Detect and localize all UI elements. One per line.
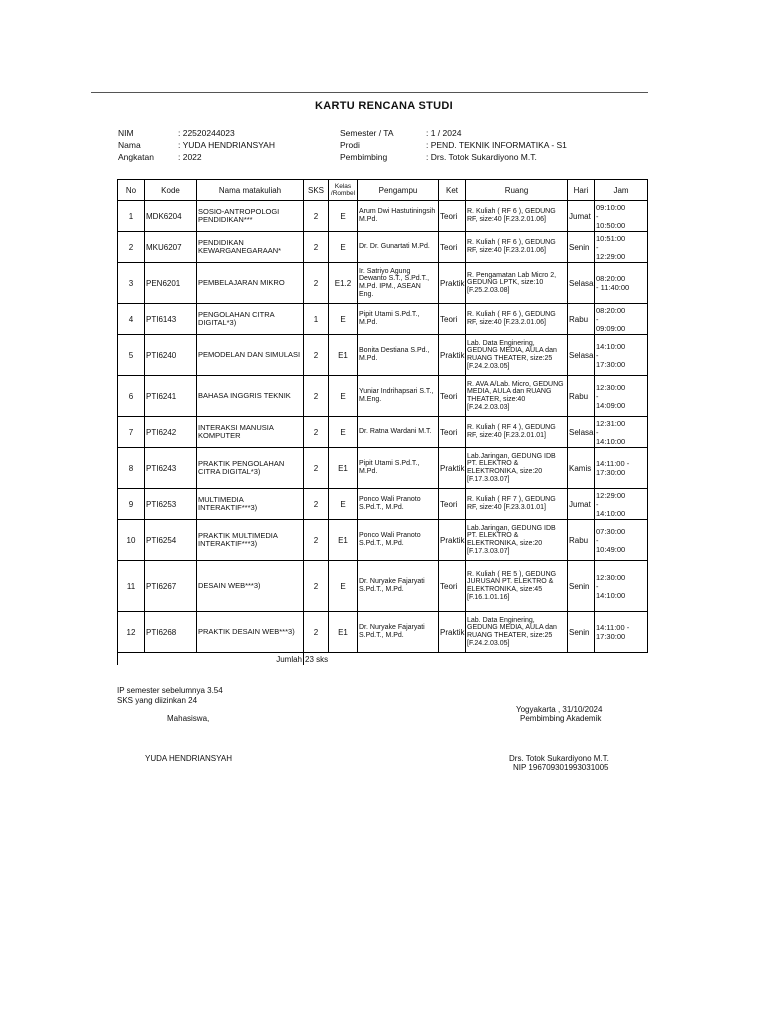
cell-ket: Praktik <box>439 335 466 376</box>
cell-sks: 2 <box>304 376 329 417</box>
col-header-ruang: Ruang <box>466 180 568 201</box>
cell-jam <box>595 612 648 653</box>
nim-value: : 22520244023 <box>178 128 235 138</box>
cell-kelas: E1 <box>329 448 358 489</box>
sks-allowed-text: SKS yang diizinkan 24 <box>117 696 198 705</box>
cell-kelas: E <box>329 304 358 335</box>
cell-kode: PTI6242 <box>145 417 197 448</box>
cell-nama-matakuliah: PENGOLAHAN CITRA DIGITAL*3) <box>197 304 304 335</box>
pembimbing-value: : Drs. Totok Sukardiyono M.T. <box>426 152 537 162</box>
student-info-left <box>118 127 275 163</box>
cell-kode: PTI6241 <box>145 376 197 417</box>
table-row <box>118 304 648 335</box>
table-row <box>118 561 648 612</box>
cell-ruang: R. Kuliah ( RF 4 ), GEDUNG RF, size:40 [F.23.2.01.01] <box>466 417 568 448</box>
jam-end: 12:29:00 <box>596 251 626 261</box>
cell-no: 9 <box>118 489 145 520</box>
jam-start: 12:31:00 <box>596 418 626 428</box>
cell-sks: 2 <box>304 489 329 520</box>
cell-hari: Kamis <box>568 448 595 489</box>
jam-end: 14:09:00 <box>596 400 626 410</box>
table-row <box>118 417 648 448</box>
cell-sks: 2 <box>304 561 329 612</box>
pembimbing-name: Drs. Totok Sukardiyono M.T. <box>509 754 609 763</box>
table-row <box>118 263 648 304</box>
cell-ruang: R. Kuliah ( RE 5 ), GEDUNG JURUSAN PT. ELEKTRO & ELEKTRONIKA, size:45 [F.16.1.01.16] <box>466 561 568 612</box>
cell-ket: Teori <box>439 201 466 232</box>
jam-start: 14:11:00 - <box>596 623 630 632</box>
cell-kode: MDK6204 <box>145 201 197 232</box>
cell-no: 6 <box>118 376 145 417</box>
cell-nama-matakuliah: INTERAKSI MANUSIA KOMPUTER <box>197 417 304 448</box>
pembimbing-akademik-label: Pembimbing Akademik <box>520 714 602 723</box>
table-row <box>118 448 648 489</box>
jam-dash: - <box>596 427 599 437</box>
cell-pengampu: Ponco Wali Pranoto S.Pd.T., M.Pd. <box>358 489 439 520</box>
cell-jam <box>595 232 648 263</box>
jam-start: 08:20:00 <box>596 274 626 283</box>
cell-no: 7 <box>118 417 145 448</box>
cell-sks: 2 <box>304 201 329 232</box>
cell-kelas: E <box>329 376 358 417</box>
table-row <box>118 201 648 232</box>
nim-label: NIM <box>118 128 134 138</box>
jam-dash: - <box>596 211 599 221</box>
cell-hari: Selasa <box>568 417 595 448</box>
cell-nama-matakuliah: DESAIN WEB***3) <box>197 561 304 612</box>
cell-kode: PTI6268 <box>145 612 197 653</box>
cell-pengampu: Bonita Destiana S.Pd., M.Pd. <box>358 335 439 376</box>
cell-jam <box>595 304 648 335</box>
jam-dash: - <box>596 535 599 545</box>
cell-nama-matakuliah: PRAKTIK MULTIMEDIA INTERAKTIF***3) <box>197 520 304 561</box>
jam-end: 14:10:00 <box>596 436 626 446</box>
cell-ket: Teori <box>439 561 466 612</box>
jam-start: 07:30:00 <box>596 526 626 536</box>
jam-end: 14:10:00 <box>596 590 626 600</box>
cell-ket: Praktik <box>439 263 466 304</box>
jam-end: 09:09:00 <box>596 323 626 333</box>
cell-ket: Teori <box>439 489 466 520</box>
cell-no: 2 <box>118 232 145 263</box>
jam-dash: - <box>596 350 599 360</box>
cell-pengampu: Yuniar Indrihapsari S.T., M.Eng. <box>358 376 439 417</box>
jam-start: 14:10:00 <box>596 341 626 351</box>
angkatan-value: : 2022 <box>178 152 202 162</box>
cell-sks: 2 <box>304 612 329 653</box>
jam-start: 14:11:00 - <box>596 459 630 468</box>
prodi-label: Prodi <box>340 140 360 150</box>
cell-hari: Rabu <box>568 520 595 561</box>
mahasiswa-name: YUDA HENDRIANSYAH <box>145 754 232 763</box>
table-row <box>118 376 648 417</box>
cell-jam <box>595 448 648 489</box>
cell-sks: 1 <box>304 304 329 335</box>
jam-start: 12:29:00 <box>596 490 626 500</box>
jam-dash: - <box>596 391 599 401</box>
cell-ket: Teori <box>439 232 466 263</box>
cell-ruang: R. Kuliah ( RF 6 ), GEDUNG RF, size:40 [F.23.2.01.06] <box>466 232 568 263</box>
ip-semester-text: IP semester sebelumnya 3.54 <box>117 686 223 695</box>
col-header-no: No <box>118 180 145 201</box>
cell-kelas: E1 <box>329 612 358 653</box>
cell-hari: Senin <box>568 232 595 263</box>
col-header-kode: Kode <box>145 180 197 201</box>
pembimbing-nip: NIP 196709301993031005 <box>513 763 609 772</box>
top-rule <box>91 92 648 93</box>
student-info-right <box>340 127 567 163</box>
col-header-jam: Jam <box>595 180 648 201</box>
pembimbing-label: Pembimbing <box>340 152 388 162</box>
cell-ruang: Lab. Data Enginering, GEDUNG MEDIA, AULA dan RUANG THEATER, size:25 [F.24.2.03.05] <box>466 612 568 653</box>
jam-dash: - <box>596 314 599 324</box>
jam-end: - 11:40:00 <box>596 283 630 292</box>
jam-end: 17:30:00 <box>596 632 626 641</box>
cell-sks: 2 <box>304 448 329 489</box>
krs-table <box>117 179 648 665</box>
cell-kode: PTI6143 <box>145 304 197 335</box>
cell-pengampu: Ponco Wali Pranoto S.Pd.T., M.Pd. <box>358 520 439 561</box>
cell-hari: Rabu <box>568 376 595 417</box>
cell-kode: PTI6253 <box>145 489 197 520</box>
table-row <box>118 520 648 561</box>
jam-start: 08:20:00 <box>596 305 626 315</box>
cell-ket: Praktik <box>439 612 466 653</box>
cell-kelas: E <box>329 417 358 448</box>
cell-sks: 2 <box>304 263 329 304</box>
jam-end: 17:30:00 <box>596 468 626 477</box>
nama-label: Nama <box>118 140 141 150</box>
cell-kelas: E1.2 <box>329 263 358 304</box>
col-header-kelas: Kelas /Rombel <box>329 180 358 201</box>
jam-dash: - <box>596 242 599 252</box>
cell-no: 1 <box>118 201 145 232</box>
cell-nama-matakuliah: PRAKTIK DESAIN WEB***3) <box>197 612 304 653</box>
cell-ruang: R. Kuliah ( RF 7 ), GEDUNG RF, size:40 [F.23.3.01.01] <box>466 489 568 520</box>
cell-pengampu: Ir. Satriyo Agung Dewanto S.T., S.Pd.T., M.Pd. IPM., ASEAN Eng. <box>358 263 439 304</box>
cell-pengampu: Dr. Ratna Wardani M.T. <box>358 417 439 448</box>
cell-hari: Jumat <box>568 201 595 232</box>
cell-kelas: E <box>329 489 358 520</box>
cell-nama-matakuliah: PENDIDIKAN KEWARGANEGARAAN* <box>197 232 304 263</box>
table-row <box>118 232 648 263</box>
jam-end: 10:50:00 <box>596 220 626 230</box>
cell-pengampu: Pipit Utami S.Pd.T., M.Pd. <box>358 304 439 335</box>
place-date: Yogyakarta , 31/10/2024 <box>516 705 603 714</box>
jam-start: 12:30:00 <box>596 572 626 582</box>
angkatan-label: Angkatan <box>118 152 154 162</box>
table-row <box>118 612 648 653</box>
cell-sks: 2 <box>304 520 329 561</box>
cell-kode: PTI6254 <box>145 520 197 561</box>
col-header-sks: SKS <box>304 180 329 201</box>
page-title: KARTU RENCANA STUDI <box>315 100 453 112</box>
cell-kode: PTI6267 <box>145 561 197 612</box>
total-row <box>118 653 648 666</box>
cell-kode: MKU6207 <box>145 232 197 263</box>
table-header-row <box>118 180 648 201</box>
cell-no: 4 <box>118 304 145 335</box>
cell-pengampu: Dr. Nuryake Fajaryati S.Pd.T., M.Pd. <box>358 561 439 612</box>
table-row <box>118 489 648 520</box>
cell-jam <box>595 376 648 417</box>
cell-no: 10 <box>118 520 145 561</box>
jam-end: 14:10:00 <box>596 508 626 518</box>
col-header-pengampu: Pengampu <box>358 180 439 201</box>
cell-ket: Praktik <box>439 448 466 489</box>
cell-ket: Praktik <box>439 520 466 561</box>
cell-kode: PEN6201 <box>145 263 197 304</box>
prodi-value: : PEND. TEKNIK INFORMATIKA - S1 <box>426 140 567 150</box>
col-header-ket: Ket <box>439 180 466 201</box>
cell-jam <box>595 263 648 304</box>
cell-sks: 2 <box>304 335 329 376</box>
jam-dash: - <box>596 581 599 591</box>
cell-no: 5 <box>118 335 145 376</box>
cell-ket: Teori <box>439 376 466 417</box>
cell-hari: Jumat <box>568 489 595 520</box>
cell-hari: Selasa <box>568 335 595 376</box>
cell-nama-matakuliah: PEMBELAJARAN MIKRO <box>197 263 304 304</box>
cell-kelas: E <box>329 561 358 612</box>
cell-pengampu: Arum Dwi Hastutiningsih M.Pd. <box>358 201 439 232</box>
cell-kelas: E <box>329 201 358 232</box>
cell-no: 3 <box>118 263 145 304</box>
jam-dash: - <box>596 499 599 509</box>
cell-hari: Senin <box>568 612 595 653</box>
cell-ruang: R. Kuliah ( RF 6 ), GEDUNG RF, size:40 [F.23.2.01.06] <box>466 304 568 335</box>
cell-nama-matakuliah: PEMODELAN DAN SIMULASI <box>197 335 304 376</box>
cell-ruang: Lab.Jaringan, GEDUNG IDB PT. ELEKTRO & ELEKTRONIKA, size:20 [F.17.3.03.07] <box>466 520 568 561</box>
jam-start: 09:10:00 <box>596 202 626 212</box>
cell-kelas: E1 <box>329 520 358 561</box>
cell-jam <box>595 489 648 520</box>
cell-jam <box>595 561 648 612</box>
cell-pengampu: Pipit Utami S.Pd.T., M.Pd. <box>358 448 439 489</box>
cell-pengampu: Dr. Nuryake Fajaryati S.Pd.T., M.Pd. <box>358 612 439 653</box>
cell-hari: Rabu <box>568 304 595 335</box>
semester-label: Semester / TA <box>340 128 394 138</box>
cell-jam <box>595 520 648 561</box>
cell-ruang: R. Pengamatan Lab Micro 2, GEDUNG LPTK, size:10 [F.25.2.03.08] <box>466 263 568 304</box>
cell-pengampu: Dr. Dr. Gunartati M.Pd. <box>358 232 439 263</box>
cell-ket: Teori <box>439 304 466 335</box>
mahasiswa-label: Mahasiswa, <box>167 714 210 723</box>
jam-start: 12:30:00 <box>596 382 626 392</box>
semester-value: : 1 / 2024 <box>426 128 462 138</box>
cell-no: 8 <box>118 448 145 489</box>
cell-sks: 2 <box>304 232 329 263</box>
cell-hari: Selasa <box>568 263 595 304</box>
cell-hari: Senin <box>568 561 595 612</box>
jam-end: 17:30:00 <box>596 359 626 369</box>
cell-sks: 2 <box>304 417 329 448</box>
col-header-hari: Hari <box>568 180 595 201</box>
cell-kelas: E <box>329 232 358 263</box>
cell-kode: PTI6240 <box>145 335 197 376</box>
cell-jam <box>595 335 648 376</box>
cell-jam <box>595 201 648 232</box>
cell-nama-matakuliah: SOSIO-ANTROPOLOGI PENDIDIKAN*** <box>197 201 304 232</box>
cell-no: 12 <box>118 612 145 653</box>
cell-ruang: Lab.Jaringan, GEDUNG IDB PT. ELEKTRO & ELEKTRONIKA, size:20 [F.17.3.03.07] <box>466 448 568 489</box>
jam-start: 10:51:00 <box>596 233 626 243</box>
total-value: 23 sks <box>304 653 648 666</box>
cell-no: 11 <box>118 561 145 612</box>
table-row <box>118 335 648 376</box>
cell-nama-matakuliah: MULTIMEDIA INTERAKTIF***3) <box>197 489 304 520</box>
cell-nama-matakuliah: BAHASA INGGRIS TEKNIK <box>197 376 304 417</box>
nama-value: : YUDA HENDRIANSYAH <box>178 140 275 150</box>
cell-kode: PTI6243 <box>145 448 197 489</box>
col-header-nama: Nama matakuliah <box>197 180 304 201</box>
cell-ruang: R. Kuliah ( RF 6 ), GEDUNG RF, size:40 [F.23.2.01.06] <box>466 201 568 232</box>
cell-jam <box>595 417 648 448</box>
jam-end: 10:49:00 <box>596 544 626 554</box>
cell-kelas: E1 <box>329 335 358 376</box>
table-body <box>118 201 648 666</box>
total-label: Jumlah <box>118 653 304 666</box>
cell-ruang: Lab. Data Enginering, GEDUNG MEDIA, AULA dan RUANG THEATER, size:25 [F.24.2.03.05] <box>466 335 568 376</box>
cell-nama-matakuliah: PRAKTIK PENGOLAHAN CITRA DIGITAL*3) <box>197 448 304 489</box>
cell-ket: Teori <box>439 417 466 448</box>
cell-ruang: R. AVA A/Lab. Micro, GEDUNG MEDIA, AULA dan RUANG THEATER, size:40 [F.24.2.03.03] <box>466 376 568 417</box>
